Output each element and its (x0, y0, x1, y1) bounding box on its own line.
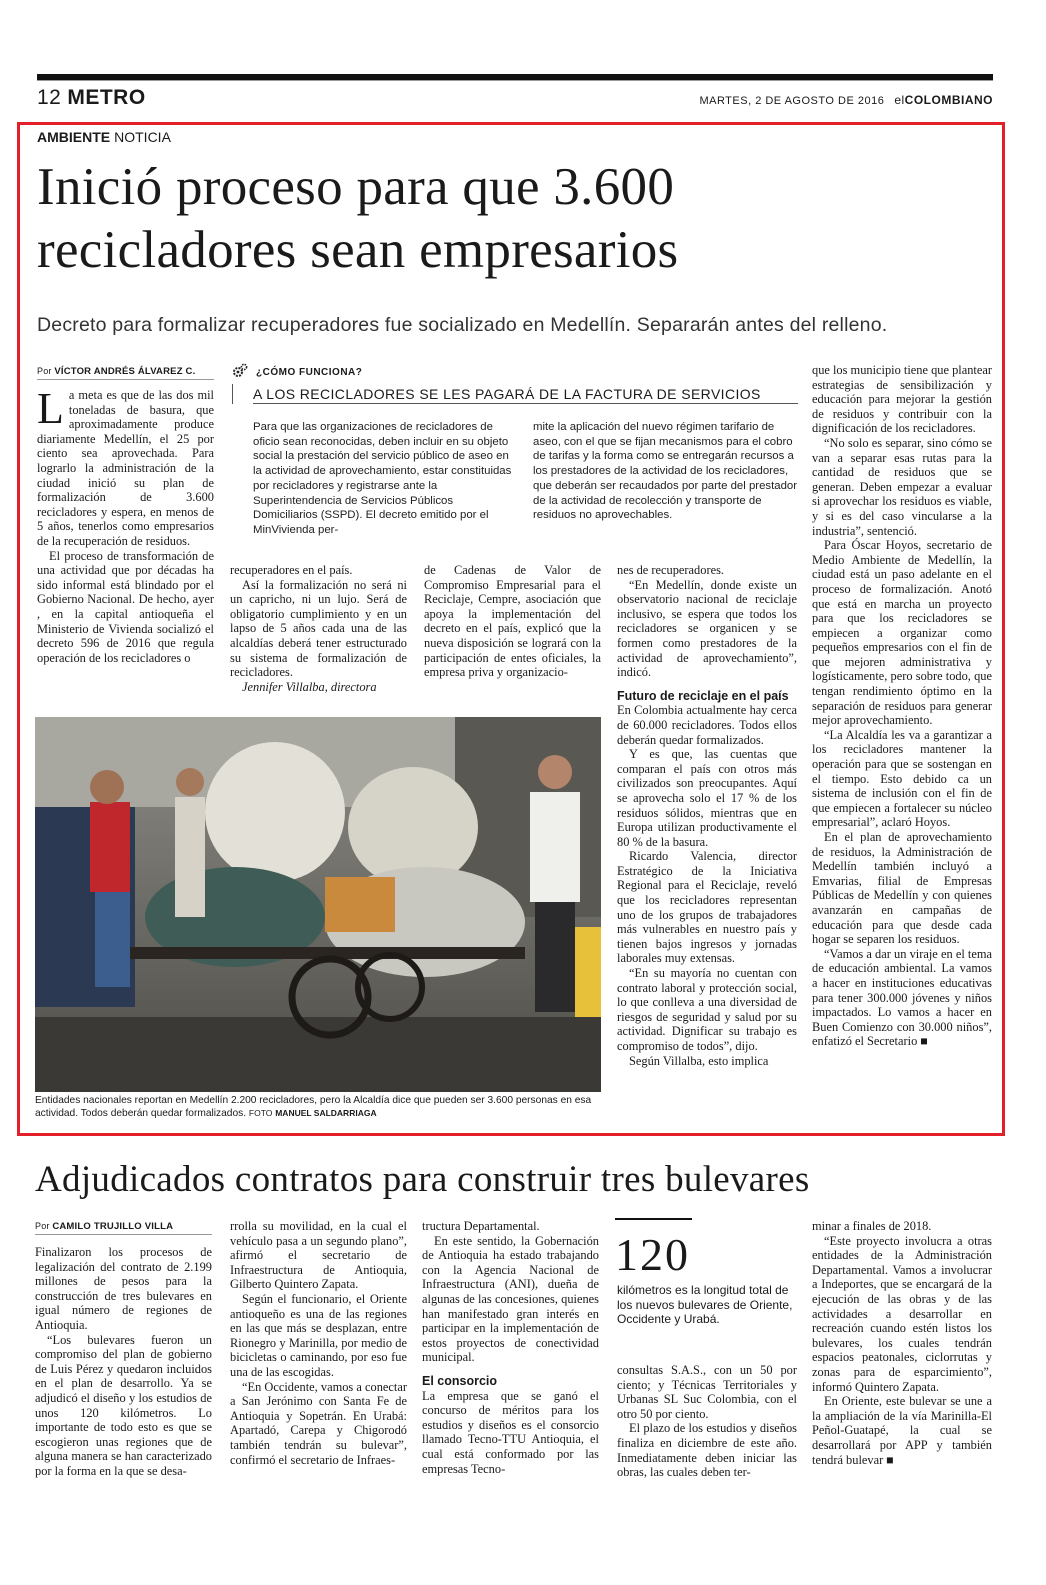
article-column-2: recuperadores en el país. Así la formalización no será ni un capricho, ni un lujo. Será de obligatorio cumplimiento y en un lapso de 5 años cada una de las alcaldías deberá tener estructurado su sistema de formalización de recicladores. Jennifer Villalba, directora (230, 563, 407, 694)
section-name: METRO (67, 86, 146, 109)
article-byline: Por VÍCTOR ANDRÉS ÁLVAREZ C. (37, 366, 196, 377)
paper-logo: elCOLOMBIANO (894, 93, 993, 107)
how-box-title: ¿CÓMO FUNCIONA? (256, 367, 363, 378)
article-column-3: de Cadenas de Valor de Compromiso Empresarial para el Reciclaje, Cempre, asociación que apoya la implementación del decreto en el país, explicó que la nueva disposición se logrará con la participación de entes oficiales, la empresa priva y organizacio- (424, 563, 601, 680)
article2-byline-rule (35, 1234, 212, 1235)
article2-column-4: consultas S.A.S., con un 50 por ciento; y Técnicas Territoriales y Urbanas SL Suc Colombia, con el otro 50 por ciento. El plazo de los estudios y diseños finaliza en diciembre de este año. Inmediatamente deben iniciar las obras, las cuales deben ter- (617, 1363, 797, 1480)
big-number: 120 (615, 1229, 690, 1280)
byline-rule (37, 379, 214, 380)
photo-credit: MANUEL SALDARRIAGA (275, 1108, 377, 1118)
top-rule-thin (37, 80, 993, 81)
article-deck: Decreto para formalizar recuperadores fue socializado en Medellín. Separarán antes del relleno. (37, 314, 888, 336)
drop-cap: L (37, 384, 64, 433)
article-kicker: AMBIENTE NOTICIA (37, 129, 171, 145)
article2-headline: Adjudicados contratos para construir tres bulevares (35, 1159, 810, 1200)
how-box-rule (232, 384, 233, 404)
article2-column-5: minar a finales de 2018. “Este proyecto involucra a otras entidades de la Administración Departamental. Vamos a involucrar a Indeportes, que se encargará de la ejecución de las obras y de las actividades a desarrollar en recreación cuando estén listos los bulevares, los cuales tendrán espacios peatonales, ciclorrutas y zonas para de esparcimiento”, informó Quintero Zapata. En Oriente, este bulevar se une a la ampliación de la vía Marinilla-El Peñol-Guatapé, la cual se desarrollará por APP y también tendrá bulevar ■ (812, 1219, 992, 1467)
big-number-text: kilómetros es la longitud total de los nuevos bulevares de Oriente, Occidente y Urabá. (617, 1283, 793, 1326)
article-photo (35, 717, 601, 1092)
page-number: 12 (37, 86, 62, 109)
article-column-1: La meta es que de las dos mil toneladas de basura, que aproximadamente produce diariamente Medellín, el 25 por ciento sea aprovechada. Para lograrlo la administración de la ciudad inició su plan de formalización de 3.600 recicladores y espera, en menos de 5 años, tenerlos como empresarios de la recuperación de residuos. El proceso de transformación de una actividad que por décadas ha sido informal está blindado por el Gobierno Nacional. De hecho, ayer , en la capital antioqueña el Ministerio de Vivienda socializó el decreto 596 de 2016 que regula operación de los recicladores o (37, 384, 214, 665)
how-box-subtitle: A LOS RECICLADORES SE LES PAGARÁ DE LA FACTURA DE SERVICIOS (253, 386, 798, 404)
article2-column-3: tructura Departamental. En este sentido, la Gobernación de Antioquia ha estado trabajando con la Agencia Nacional de Infraestructura (ANI), dueña de algunas de las concesiones, quienes han manifestado gran interés en participar en la implementación de estos proyectos de conectividad municipal. El consorcio La empresa que se ganó el concurso de méritos para los estudios y diseños es el consorcio llamado Tecno-TTU Antioquia, el cual está conformado por las empresas Tecno- (422, 1219, 599, 1476)
issue-date: MARTES, 2 DE AGOSTO DE 2016 (699, 95, 885, 107)
article2-column-2: rrolla su movilidad, en la cual el vehículo pasa a un segundo plano”, afirmó el secretario de Infraestructura de Antioquia, Gilberto Quintero Zapata. Según el funcionario, el Oriente antioqueño es una de las regiones en las que más se desplazan, entre Rionegro y Marinilla, por medio de bicicletas o caminando, por eso fue una de las escogidas. “En Occidente, vamos a conectar a San Jerónimo con Santa Fe de Antioquia y Sopetrán. En Urabá: Apartadó, Carepa y Chigorodó también tendrán su bulevar”, confirmó el secretario de Infraes- (230, 1219, 407, 1467)
date-header (699, 93, 993, 107)
big-number-rule (615, 1218, 692, 1220)
photo-caption: Entidades nacionales reportan en Medellín 2.200 recicladores, pero la Alcaldía dice que pueden ser 3.600 personas en esa actividad. Todos deberán quedar formalizados. FOTO MANUEL SALDARRIAGA (35, 1095, 592, 1119)
subhead-consorcio: El consorcio (422, 1373, 498, 1388)
page-header (37, 86, 146, 110)
subhead-future: Futuro de reciclaje en el país (617, 688, 789, 703)
article-column-4: nes de recuperadores. “En Medellín, donde existe un observatorio nacional de reciclaje inclusivo, se espera que todos los recicladores se organicen y se formen como prestadores de la actividad de aprovechamiento”, indicó. Futuro de reciclaje en el país En Colombia actualmente hay cerca de 60.000 recicladores. Todos ellos deberán quedar formalizados. Y es que, las cuentas que comparan el país con otros más civilizados son preocupantes. Aquí se aprovecha solo el 17 % de los residuos sólidos, mientras que en Europa utilizan productivamente el 80 % de la basura. Ricardo Valencia, director Estratégico de la Iniciativa Regional para el Reciclaje, reveló que los recicladores representan uno de los grupos de trabajadores más vulnerables en nuestro país y tienen bajos ingresos y jornadas laborales muy extensas. “En su mayoría no cuentan con contrato laboral y protección social, lo que conlleva a una diversidad de riesgos de seguridad y salud por su actividad. Dignificar su trabajo es compromiso de todos”, dijo. Según Villalba, esto implica (617, 563, 797, 1068)
article-headline: Inició proceso para que 3.600 recicladores sean empresarios (37, 158, 679, 279)
how-box-right: mite la aplicación del nuevo régimen tarifario de aseo, con el que se fijan mecanismos para el cobro de tarifas y la forma como se entregarán recursos a los prestadores de la actividad de los recicladores, que deberán ser recaudados por parte del prestador de la actividad de recolección y transporte de residuos no aprovechables. (533, 421, 798, 522)
article2-byline: Por CAMILO TRUJILLO VILLA (35, 1221, 174, 1232)
article-column-5: que los municipio tiene que plantear estrategias de sensibilización y educación para mejorar la gestión de residuos y contribuir con la dignificación de los recicladores. “No solo es separar, sino cómo se van a separar esas rutas para la cantidad de residuos que se generan. Deben empezar a evaluar si aprovechar los residuos es viable, y si es del caso vincularse a la industria”, sentenció. Para Óscar Hoyos, secretario de Medio Ambiente de Medellín, la ciudad está un paso adelante en el proceso de formalización. Anotó que está en marcha un proyecto para que los recicladores se empiecen a organizar como pequeños empresarios con el fin de que mejoren administrativa y logísticamente, pero sobre todo, que tengan rendimiento óptimo en la separación de residuos para generar mejor aprovechamiento. “La Alcaldía les va a garantizar a los recicladores mantener la operación para que se sostengan en el tiempo. Esto debido ca un sistema de inclusión con el fin de que empiecen a fortalecer su núcleo empresarial”, aclaró Hoyos. En el plan de aprovechamiento de residuos, la Administración de Medellín también incluyó a Emvarias, filial de Empresas Públicas de Medellín y con quienes avanzarán en campañas de educación para que desde cada hogar se separen los residuos. “Vamos a dar un viraje en el tema de educación ambiental. La vamos a hacer en instituciones educativas para tener 300.000 jóvenes y niños impactados. Lo vamos a hacer en Buen Comienzo con 30.000 niños”, enfatizó el Secretario ■ (812, 363, 992, 1049)
gears-icon (232, 363, 246, 377)
article2-column-1: Finalizaron los procesos de legalización del contrato de 2.199 millones de pesos para la construcción de tres bulevares en igual número de regiones de Antioquia. “Los bulevares fueron un compromiso del plan de gobierno de Luis Pérez y quedaron incluidos en el plan de desarrollo. Ya se adjudicó el diseño y los estudios de unos 120 kilómetros. Lo importante de todo esto es que se escogieron unas regiones que de alguna manera se han caracterizado por la forma en la que se desa- (35, 1245, 212, 1478)
how-box-left: Para que las organizaciones de recicladores de oficio sean reconocidas, deben incluir en su objeto social la prestación del servicio público de aseo en la actividad de aprovechamiento, estar constituidas por recicladores y registrarse ante la Superintendencia de Servicios Públicos Domiciliarios (SSPD). El decreto emitido por el MinVivienda per- (253, 421, 512, 536)
